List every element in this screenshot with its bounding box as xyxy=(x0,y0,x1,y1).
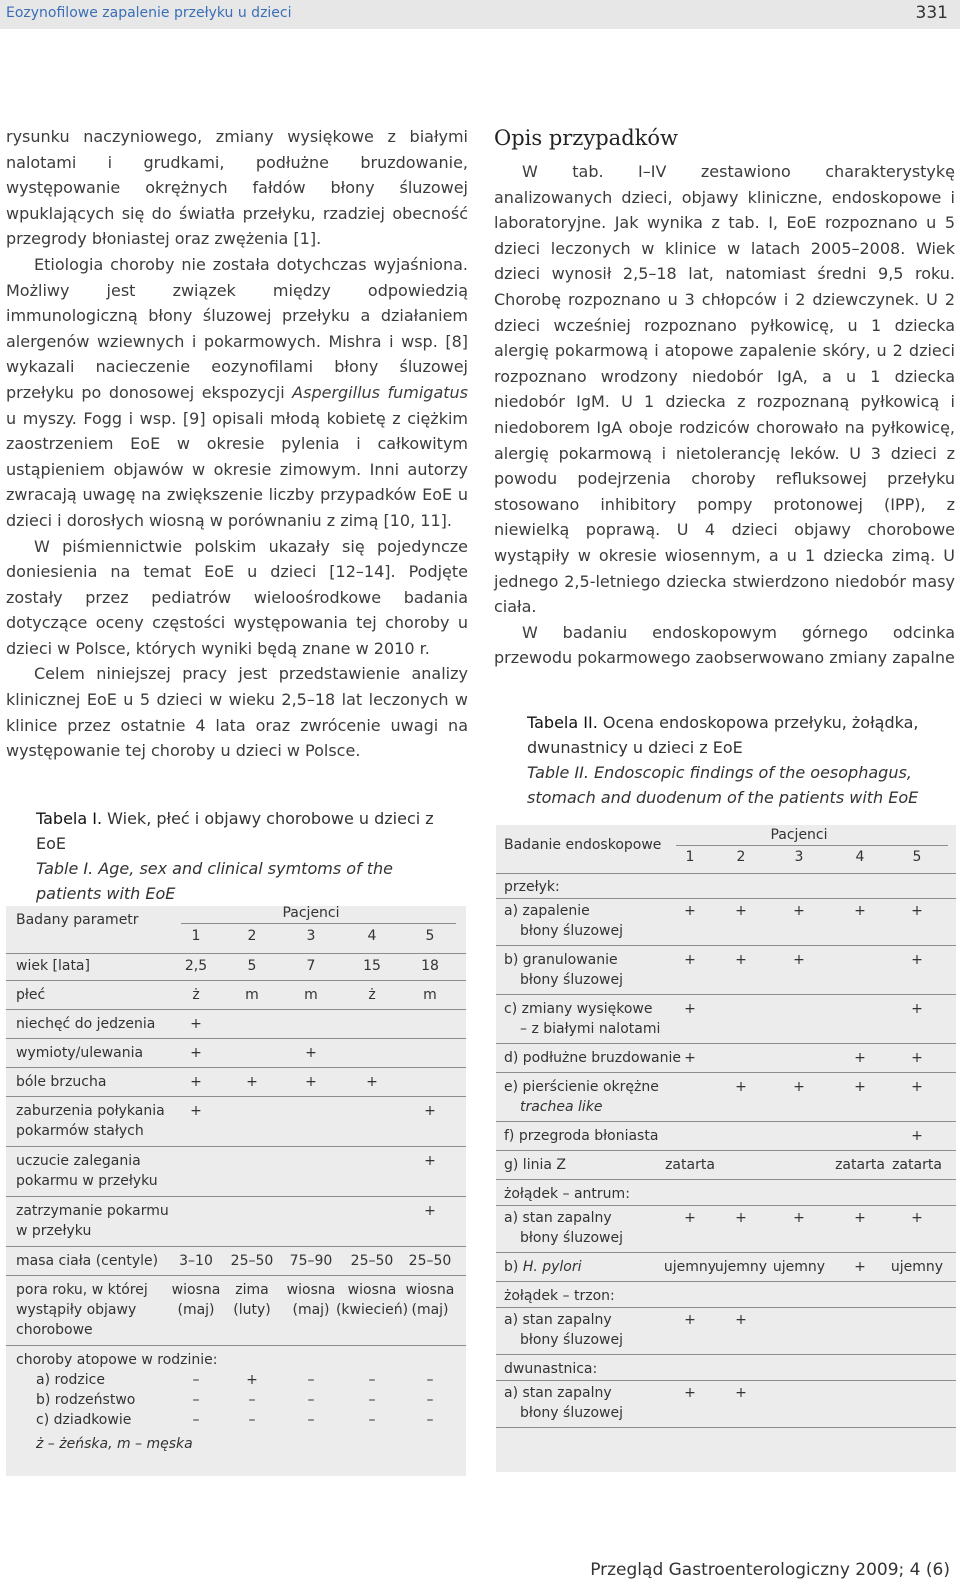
table-rule xyxy=(496,1354,956,1355)
patient-number: 5 xyxy=(425,928,435,944)
row-label: d) podłużne bruzdowanie xyxy=(504,1050,681,1066)
row-label: błony śluzowej xyxy=(520,923,623,939)
row-label: a) stan zapalny xyxy=(504,1385,612,1401)
table-cell: (maj) xyxy=(292,1302,330,1318)
family-header: choroby atopowe w rodzinie: xyxy=(16,1352,218,1368)
table-cell: 7 xyxy=(306,958,316,974)
table-rule xyxy=(6,1196,466,1197)
table-rule xyxy=(6,1275,466,1276)
right-column-text xyxy=(494,159,955,671)
row-label: a) stan zapalny xyxy=(504,1210,612,1226)
table-cell: zatarta xyxy=(665,1157,715,1173)
row-label: błony śluzowej xyxy=(520,972,623,988)
table-cell: + xyxy=(854,1079,866,1095)
table-cell: + xyxy=(190,1074,202,1090)
table-cell: + xyxy=(854,1259,866,1275)
patient-number: 2 xyxy=(736,849,746,865)
table-cell: ż xyxy=(192,987,200,1003)
table-cell: + xyxy=(424,1203,436,1219)
running-header xyxy=(0,0,960,29)
paragraph: W piśmiennictwie polskim ukazały się pojedyncze doniesienia na temat EoE u dzieci [12–14]. Podjęte zostały przez pediatrów wieloośrodkowe badania dotyczące oceny częstości występowania tej choroby u dzieci w Polsce, których wyniki będą znane w 2010 r. xyxy=(6,536,468,658)
paragraph: Celem niniejszej pracy jest przedstawienie analizy klinicznej EoE u 5 dzieci w wieku 2,5–18 lat leczonych w klinice przez ostatnie 4 lata oraz zwrócenie uwagi na występowanie tej choroby u dzieci w Polsce. xyxy=(6,664,468,761)
param-header: Badanie endoskopowe xyxy=(504,837,662,853)
table-cell: + xyxy=(735,1210,747,1226)
table-rule xyxy=(6,1246,466,1247)
row-label: pokarmów stałych xyxy=(16,1123,144,1139)
table-cell: (kwiecień) xyxy=(335,1302,409,1318)
table-cell: + xyxy=(684,1385,696,1401)
row-label: masa ciała (centyle) xyxy=(16,1253,159,1269)
table-cell: + xyxy=(305,1045,317,1061)
table-cell: + xyxy=(911,903,923,919)
table-rule xyxy=(496,1252,956,1253)
row-label: zaburzenia połykania xyxy=(16,1103,165,1119)
table-cell: – xyxy=(426,1412,434,1428)
row-label: c) zmiany wysiękowe xyxy=(504,1001,653,1017)
table-cell: + xyxy=(305,1074,317,1090)
table-rule xyxy=(6,1009,466,1010)
row-label: a) rodzice xyxy=(36,1372,105,1388)
table-cell: – xyxy=(426,1372,434,1388)
table-cell: 75–90 xyxy=(289,1253,333,1269)
table-rule xyxy=(496,873,956,874)
row-label: wiek [lata] xyxy=(16,958,90,974)
table-cell: zatarta xyxy=(835,1157,885,1173)
table-cell: + xyxy=(424,1103,436,1119)
table-cell: + xyxy=(854,1210,866,1226)
table-rule xyxy=(496,1281,956,1282)
patient-number: 1 xyxy=(685,849,695,865)
table1-caption-en: Age, sex and clinical symtoms of the patients with EoE xyxy=(36,859,393,903)
table-cell: – xyxy=(426,1392,434,1408)
table-cell: – xyxy=(307,1412,315,1428)
table-cell: + xyxy=(911,1128,923,1144)
table-cell: m xyxy=(245,987,259,1003)
table-cell: + xyxy=(246,1074,258,1090)
table-cell: + xyxy=(735,1312,747,1328)
table-rule xyxy=(496,1179,956,1180)
table2-label-pl: Tabela II. xyxy=(527,713,598,732)
row-label: – z białymi nalotami xyxy=(520,1021,661,1037)
journal-footer: Przegląd Gastroenterologiczny 2009; 4 (6) xyxy=(590,1560,950,1580)
table-cell: wiosna xyxy=(286,1282,336,1298)
table-rule xyxy=(676,845,948,846)
table-cell: (maj) xyxy=(177,1302,215,1318)
param-header: Badany parametr xyxy=(16,912,139,928)
paragraph: W tab. I–IV zestawiono charakterystykę analizowanych dzieci, objawy kliniczne, endoskopowe i laboratoryjne. Jak wynika z tab. I, EoE rozpoznano u 5 dzieci leczonych w klinice w latach 2005–2008. Wiek dzieci wynosił 2,5–18 lat, natomiast średni 9,5 roku. Chorobę rozpoznano u 3 chłopców i 2 dziewczynek. U 2 dzieci wcześniej rozpoznano pyłkowicę, u 1 dziecka alergię pokarmową i atopowe zapalenie skóry, u 2 dzieci rozpoznano wrodzony niedobór IgA, a u 1 dziecka niedobór IgM. U 1 dziecka z rozpoznaną pyłkowicą i niedoborem IgA oboje rodziców chorowało na pyłkowicę, alergię pokarmową i nietolerancję leków. U 3 dzieci z powodu podejrzenia choroby refluksowej przełyku stosowano inhibitory pompy protonowej (IPP), z niewielką poprawą. U 4 dzieci objawy chorobowe wystąpiły w okresie wiosennym, a u 1 dziecka zimą. U jednego 2,5-letniego dziecka stwierdzono niedobór masy ciała. xyxy=(494,162,955,617)
table1-label-pl: Tabela I. xyxy=(36,809,103,828)
page-number: 331 xyxy=(915,3,948,23)
row-label: wymioty/ulewania xyxy=(16,1045,144,1061)
row-label: pokarmu w przełyku xyxy=(16,1173,158,1189)
table-cell: 15 xyxy=(363,958,381,974)
table-cell: + xyxy=(735,952,747,968)
table-rule xyxy=(6,1146,466,1147)
table-cell: 25–50 xyxy=(408,1253,452,1269)
table-rule xyxy=(496,945,956,946)
row-label: w przełyku xyxy=(16,1223,92,1239)
patients-header: Pacjenci xyxy=(282,905,340,921)
row-label: g) linia Z xyxy=(504,1157,566,1173)
table-cell: 2,5 xyxy=(184,958,208,974)
section-title: żołądek – antrum: xyxy=(504,1186,630,1202)
table-cell: zima xyxy=(235,1282,269,1298)
row-label: trachea like xyxy=(520,1099,603,1115)
row-label: b) H. pylori xyxy=(504,1259,582,1275)
table-cell: + xyxy=(684,1210,696,1226)
table-cell: + xyxy=(735,1385,747,1401)
patient-number: 5 xyxy=(912,849,922,865)
table-rule xyxy=(496,898,956,899)
table-cell: m xyxy=(423,987,437,1003)
table-cell: ż xyxy=(368,987,376,1003)
row-label: błony śluzowej xyxy=(520,1332,623,1348)
table-cell: wiosna xyxy=(405,1282,455,1298)
table-cell: + xyxy=(793,1079,805,1095)
section-heading: Opis przypadków xyxy=(494,126,678,150)
table-cell: zatarta xyxy=(892,1157,942,1173)
table-rule xyxy=(6,953,466,954)
table-cell: + xyxy=(735,1079,747,1095)
table-cell: – xyxy=(192,1412,200,1428)
table-cell: 25–50 xyxy=(350,1253,394,1269)
table-cell: + xyxy=(684,903,696,919)
row-label: zatrzymanie pokarmu xyxy=(16,1203,169,1219)
row-label: c) dziadkowie xyxy=(36,1412,132,1428)
table-cell: + xyxy=(190,1016,202,1032)
table-cell: + xyxy=(424,1153,436,1169)
table1-caption xyxy=(36,806,446,906)
table-rule xyxy=(496,1072,956,1073)
table-cell: + xyxy=(793,952,805,968)
table-cell: – xyxy=(368,1412,376,1428)
row-label: a) zapalenie xyxy=(504,903,590,919)
table-cell: wiosna xyxy=(171,1282,221,1298)
table-cell: – xyxy=(368,1372,376,1388)
table-rule xyxy=(496,1205,956,1206)
row-label: f) przegroda błoniasta xyxy=(504,1128,659,1144)
patient-number: 2 xyxy=(247,928,257,944)
row-label: błony śluzowej xyxy=(520,1405,623,1421)
row-label: chorobowe xyxy=(16,1322,93,1338)
table-cell: – xyxy=(307,1372,315,1388)
row-label: e) pierścienie okrężne xyxy=(504,1079,659,1095)
table-rule xyxy=(496,1380,956,1381)
row-label: bóle brzucha xyxy=(16,1074,107,1090)
paragraph: W badaniu endoskopowym górnego odcinka przewodu pokarmowego zaobserwowano zmiany zapalne xyxy=(494,622,955,668)
table-cell: 25–50 xyxy=(230,1253,274,1269)
table-cell: + xyxy=(793,1210,805,1226)
table-rule xyxy=(6,980,466,981)
patient-number: 4 xyxy=(855,849,865,865)
table-cell: ujemny xyxy=(890,1259,944,1275)
table-cell: 5 xyxy=(247,958,257,974)
row-label: wystąpiły objawy xyxy=(16,1302,137,1318)
row-label: pora roku, w której xyxy=(16,1282,148,1298)
patient-number: 3 xyxy=(794,849,804,865)
table-cell: – xyxy=(248,1392,256,1408)
table2-caption xyxy=(527,710,947,810)
table-cell: + xyxy=(190,1103,202,1119)
table-cell: – xyxy=(307,1392,315,1408)
table2-caption-pl: Ocena endoskopowa przełyku, żołądka, dwunastnicy u dzieci z EoE xyxy=(527,713,919,757)
table-rule xyxy=(496,1307,956,1308)
table-cell: – xyxy=(192,1372,200,1388)
table-cell: + xyxy=(684,1312,696,1328)
table-cell: + xyxy=(190,1045,202,1061)
section-title: żołądek – trzon: xyxy=(504,1288,615,1304)
table-cell: m xyxy=(304,987,318,1003)
table-cell: (luty) xyxy=(233,1302,271,1318)
patient-number: 3 xyxy=(306,928,316,944)
table-cell: + xyxy=(366,1074,378,1090)
table1-label-en: Table I. xyxy=(36,859,94,878)
table-rule xyxy=(181,923,456,924)
running-title: Eozynofilowe zapalenie przełyku u dzieci xyxy=(6,5,292,21)
table-rule xyxy=(6,1345,466,1346)
table-rule xyxy=(496,1150,956,1151)
left-column-text xyxy=(6,124,468,764)
table-rule xyxy=(496,1121,956,1122)
table-cell: + xyxy=(911,1050,923,1066)
table-cell: + xyxy=(854,903,866,919)
table-rule xyxy=(6,1038,466,1039)
table-cell: + xyxy=(684,952,696,968)
table-cell: – xyxy=(368,1392,376,1408)
row-label: niechęć do jedzenia xyxy=(16,1016,156,1032)
table-cell: + xyxy=(911,1079,923,1095)
table-rule xyxy=(496,1427,956,1428)
table-cell: + xyxy=(246,1372,258,1388)
table-cell: + xyxy=(911,1210,923,1226)
row-label: błony śluzowej xyxy=(520,1230,623,1246)
table-cell: – xyxy=(192,1392,200,1408)
table-cell: + xyxy=(911,1001,923,1017)
row-label: uczucie zalegania xyxy=(16,1153,141,1169)
table-rule xyxy=(6,1096,466,1097)
table-cell: – xyxy=(248,1412,256,1428)
table1-caption-pl: Wiek, płeć i objawy chorobowe u dzieci z EoE xyxy=(36,809,434,853)
table1 xyxy=(6,906,466,1476)
patient-number: 1 xyxy=(191,928,201,944)
table-cell: 3–10 xyxy=(179,1253,213,1269)
table2-caption-en: Endoscopic findings of the oesophagus, stomach and duodenum of the patients with EoE xyxy=(527,763,919,807)
patient-number: 4 xyxy=(367,928,377,944)
section-title: przełyk: xyxy=(504,879,560,895)
table-rule xyxy=(6,1067,466,1068)
table-rule xyxy=(496,994,956,995)
table-cell: (maj) xyxy=(411,1302,449,1318)
table-cell: + xyxy=(911,952,923,968)
paragraph: Etiologia choroby nie została dotychczas wyjaśniona. Możliwy jest związek między odpowiedzią immunologiczną błony śluzowej przełyku a działaniem alergenów wziewnych i pokarmowych. Mishra i wsp. [8] wykazali nacieczenie eozynofilami błony śluzowej przełyku po donosowej ekspozycji Aspergillus fumigatus u myszy. Fogg i wsp. [9] opisali młodą kobietę z ciężkim zaostrzeniem EoE w okresie pylenia i całkowitym ustąpieniem objawów w okresie zimowym. Inni autorzy zwracają uwagę na zwiększenie liczby przypadków EoE u dzieci i dorosłych wiosną w porównaniu z zimą [10, 11]. xyxy=(6,254,468,530)
table-cell: + xyxy=(684,1001,696,1017)
table-cell: + xyxy=(854,1050,866,1066)
paragraph: rysunku naczyniowego, zmiany wysiękowe z białymi nalotami i grudkami, podłużne bruzdowanie, występowanie okrężnych fałdów błony śluzowej wpuklających się do światła przełyku, rzadziej obecność przegrody błoniastej oraz zwężenia [1]. xyxy=(6,127,468,249)
table-footnote: ż – żeńska, m – męska xyxy=(36,1436,193,1452)
table-cell: + xyxy=(735,903,747,919)
row-label: b) granulowanie xyxy=(504,952,618,968)
table-cell: 18 xyxy=(421,958,439,974)
row-label: b) rodzeństwo xyxy=(36,1392,136,1408)
table-cell: + xyxy=(793,903,805,919)
table-cell: + xyxy=(684,1050,696,1066)
table2 xyxy=(496,825,956,1472)
patients-header: Pacjenci xyxy=(770,827,828,843)
table-cell: ujemny xyxy=(714,1259,768,1275)
table-cell: wiosna xyxy=(347,1282,397,1298)
section-title: dwunastnica: xyxy=(504,1361,598,1377)
row-label: płeć xyxy=(16,987,46,1003)
table-cell: ujemny xyxy=(663,1259,717,1275)
row-label: a) stan zapalny xyxy=(504,1312,612,1328)
table-cell: ujemny xyxy=(772,1259,826,1275)
table2-label-en: Table II. xyxy=(527,763,589,782)
table-rule xyxy=(496,1043,956,1044)
